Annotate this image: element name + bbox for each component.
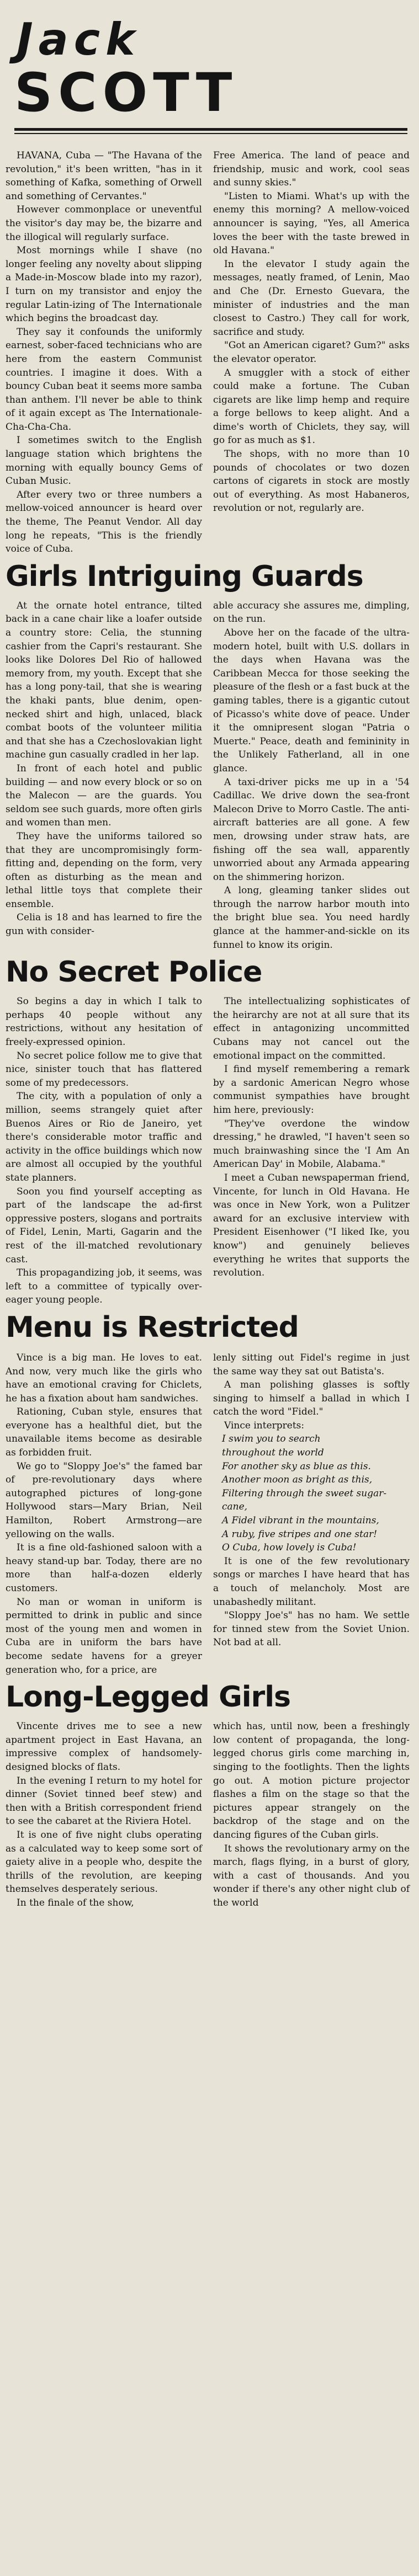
paragraph: A long, gleaming tanker slides out through the narrow harbor mouth into the bright blue sea. You need hardly glance at the hammer-and-sickle on its funnel to know its origin. bbox=[213, 885, 410, 951]
paragraph: "They've overdone the window dressing," he drawled, "I haven't seen so much brainwashing since the 'I Am An American Day' in Mobile, Alabama." bbox=[213, 1118, 410, 1170]
intro-column-left bbox=[6, 149, 202, 556]
paragraph: Vince interprets: bbox=[224, 1420, 305, 1431]
paragraph: Celia is 18 and has learned to fire the gun with consider- bbox=[6, 912, 202, 937]
ballad-line: Filtering through the sweet sugar-cane, bbox=[222, 1487, 387, 1513]
girls-column-right bbox=[213, 599, 410, 952]
menu-column-right bbox=[213, 1351, 410, 1677]
paragraph: lenly sitting out Fidel's regime in just the same way they sat out Batista's. bbox=[213, 1352, 410, 1377]
paragraph: "Sloppy Joe's" has no ham. We settle for tinned stew from the Soviet Union. Not bad at all. bbox=[213, 1610, 410, 1649]
paragraph: This propagandizing job, it seems, was left to a committee of typically over-eager young people. bbox=[6, 1267, 202, 1306]
section-menu-is-restricted bbox=[4, 1310, 413, 1677]
columnist-last-name: SCOTT bbox=[14, 62, 238, 124]
ballad-line: For another sky as blue as this. bbox=[222, 1460, 371, 1472]
section-headline: Menu is Restricted bbox=[6, 1310, 299, 1344]
paragraph: Above her on the facade of the ultra-modern hotel, built with U.S. dollars in the days when Havana was the Caribbean Mecca for those seeking the pleasure of the flesh or a fast buck at the gaming tables, there is a gigantic cutout of Picasso's white dove of peace. Under it the omnipresent slogan "Patria o Muerte." Peace, death and femininity in the Unlikely Fatherland, all in one glance. bbox=[213, 627, 410, 774]
section-headline: Girls Intriguing Guards bbox=[6, 559, 363, 593]
paragraph: A smuggler with a stock of either could make a fortune. The Cuban cigarets are like limp hemp and require a forge bellows to keep alight. And a dime's worth of Chiclets, they say, will go for as much as $1. bbox=[213, 367, 410, 446]
legged-column-left bbox=[6, 1720, 202, 1910]
ballad-line: A Fidel vibrant in the mountains, bbox=[222, 1515, 379, 1527]
paragraph: In front of each hotel and public building — and now every block or so on the Malecon — are the guards. You seldom see such guards, more often girls and women than men. bbox=[6, 762, 202, 829]
girls-column-left bbox=[6, 599, 202, 952]
paragraph: At the ornate hotel entrance, tilted back in a cane chair like a loafer outside a country store: Celia, the stunning cashier from the Capri's restaurant. She looks like Dolores Del Rio of hallowed memory from, my youth. Except that she has a long pony-tail, that she is wearing the khaki pants, blue denim, open-necked shirt and high, unlaced, black combat boots of the volunteer militia and that she has a Czechoslovakian light machine gun casually cradled in her lap. bbox=[6, 600, 202, 761]
paragraph: No secret police follow me to give that nice, sinister touch that has flattered some of my predecessors. bbox=[6, 1050, 202, 1089]
ballad-line: I swim you to search bbox=[222, 1433, 321, 1445]
columnist-first-name: Jack bbox=[17, 14, 141, 65]
section-no-secret-police bbox=[4, 955, 413, 1307]
paragraph: The intellectualizing sophisticates of the heirarchy are not at all sure that its effect in antagonizing uncommitted Cubans may not cancel out the emotional impact on the committed. bbox=[213, 996, 410, 1062]
ballad-line: A ruby, five stripes and one star! bbox=[222, 1528, 378, 1540]
paragraph: The shops, with no more than 10 pounds of chocolates or two dozen cartons of cigarets in stock are mostly out of everything. As most Habaneros, revolution or not, regularly are. bbox=[213, 449, 410, 514]
paragraph: which has, until now, been a freshingly low content of propaganda, the long-legged chorus girls come marching in, singing to the footlights. Then the lights go out. A motion picture projector flashes a film on the stage so that the pictures appear strangely on the backdrop of the stage and on the dancing figures of the Cuban girls. bbox=[213, 1721, 410, 1841]
paragraph: In the evening I return to my hotel for dinner (Soviet tinned beef stew) and then with a British correspondent friend to see the cabaret at the Riviera Hotel. bbox=[6, 1775, 202, 1827]
paragraph: Free America. The land of peace and friendship, music and work, cool seas and sunny skies." bbox=[213, 150, 410, 189]
menu-column-left bbox=[6, 1351, 202, 1677]
paragraph: able accuracy she assures me, dimpling, on the run. bbox=[213, 600, 410, 625]
paragraph: They say it confounds the uniformly earnest, sober-faced technicians who are here from the eastern Communist countries. I imagine it does. With a bouncy Cuban beat it seems more samba than anthem. I'll never be able to think of it again except as The Internationale-Cha-Cha-Cha. bbox=[6, 326, 202, 433]
masthead-rule bbox=[14, 128, 407, 131]
column-masthead bbox=[4, 0, 413, 145]
paragraph: A man polishing glasses is softly singing to himself a ballad in which I catch the word "Fidel." bbox=[213, 1379, 410, 1418]
paragraph: "Listen to Miami. What's up with the enemy this morning? A mellow-voiced announcer is saying, "Yes, all America loves the beer with the taste brewed in old Havana." bbox=[213, 190, 410, 257]
section-intro bbox=[4, 149, 413, 556]
paragraph: I meet a Cuban newspaperman friend, Vincente, for lunch in Old Havana. He was once in New York, won a Pulitzer award for an exclusive interview with President Eisenhower ("I liked Ike, you know") and genuinely believes everything he writes that supports the revolution. bbox=[213, 1172, 410, 1279]
paragraph: It is a fine old-fashioned saloon with a heavy stand-up bar. Today, there are no more than half-a-dozen elderly customers. bbox=[6, 1542, 202, 1594]
police-column-left bbox=[6, 995, 202, 1307]
section-girls-intriguing-guards bbox=[4, 559, 413, 952]
paragraph: However commonplace or uneventful the visitor's day may be, the bizarre and the illogical will regularly surface. bbox=[6, 204, 202, 243]
paragraph: "Got an American cigaret? Gum?" asks the elevator operator. bbox=[213, 340, 410, 365]
ballad-line: O Cuba, how lovely is Cuba! bbox=[222, 1542, 357, 1554]
paragraph: It is one of the few revolutionary songs or marches I have heard that has a touch of melancholy. Most are unabashedly militant. bbox=[213, 1555, 410, 1608]
paragraph: So begins a day in which I talk to perhaps 40 people without any restrictions, without any hesitation of freely-expressed opinion. bbox=[6, 996, 202, 1048]
paragraph: Vincente drives me to see a new apartment project in East Havana, an impressive complex of handsomely-designed blocks of flats. bbox=[6, 1721, 202, 1773]
paragraph: I find myself remembering a remark by a sardonic American Negro whose communist sympathies have brought him here, previously: bbox=[213, 1064, 410, 1116]
paragraph: Rationing, Cuban style, ensures that everyone has a healthful diet, but the unavailable items become as desirable as forbidden fruit. bbox=[6, 1406, 202, 1459]
paragraph: We go to "Sloppy Joe's" the famed bar of pre-revolutionary days where autographed pictures of long-gone Hollywood stars—Mary Brian, Neil Hamilton, Robert Armstrong—are yellowing on the walls. bbox=[6, 1460, 202, 1540]
newspaper-page bbox=[4, 0, 413, 2576]
paragraph: They have the uniforms tailored so that they are uncompromisingly form-fitting and, depending on the form, very often as disturbing as the mean and lethal little toys that complete their ensemble. bbox=[6, 830, 202, 910]
paragraph: After every two or three numbers a mellow-voiced announcer is heard over the theme, The Peanut Vendor. All day long he repeats, "This is the friendly voice of Cuba. bbox=[6, 489, 202, 555]
paragraph: In the finale of the show, bbox=[17, 1897, 134, 1908]
intro-column-right bbox=[213, 149, 410, 556]
paragraph: A taxi-driver picks me up in a '54 Cadillac. We drive down the sea-front Malecon Drive to Morro Castle. The anti-aircraft batteries are all gone. A few men, drowsing under straw hats, are fishing off the sea wall, apparently unworried about any Armada appearing on the shimmering horizon. bbox=[213, 776, 410, 883]
paragraph: It shows the revolutionary army on the march, flags flying, in a burst of glory, with a cast of thousands. And you wonder if there's any other night club of the world bbox=[213, 1843, 410, 1908]
paragraph: In the elevator I study again the messages, neatly framed, of Lenin, Mao and Che (Dr. Ernesto Guevara, the minister of industries and the man closest to Castro.) They call for work, sacrifice and study. bbox=[213, 258, 410, 338]
ballad-line: Another moon as bright as this, bbox=[222, 1474, 373, 1486]
paragraph: HAVANA, Cuba — "The Havana of the revolution," it's been written, "has in it something of Kafka, something of Orwell and something of Cervantes." bbox=[6, 150, 202, 202]
section-long-legged-girls bbox=[4, 1680, 413, 1910]
masthead-rule-thin bbox=[14, 133, 407, 134]
paragraph: It is one of five night clubs operating as a calculated way to keep some sort of gaiety alive in a people who, despite the thrills of the revolution, are keeping themselves desperately serious. bbox=[6, 1829, 202, 1895]
paragraph: Soon you find yourself accepting as part of the landscape the ad-first oppressive posters, slogans and portraits of Fidel, Lenin, Marti, Gagarin and the rest of the ill-matched revolutionary cast. bbox=[6, 1186, 202, 1265]
paragraph: The city, with a population of only a million, seems strangely quiet after Buenos Aires or Rio de Janeiro, yet there's considerable motor traffic and activity in the office buildings which now are almost all occupied by the youthful state planners. bbox=[6, 1091, 202, 1183]
legged-column-right bbox=[213, 1720, 410, 1910]
paragraph: Vince is a big man. He loves to eat. And now, very much like the girls who have an emotional craving for Chiclets, he has a fixation about ham sandwiches. bbox=[6, 1352, 202, 1404]
paragraph: I sometimes switch to the English language station which brightens the morning with equally bouncy Gems of Cuban Music. bbox=[6, 435, 202, 487]
police-column-right bbox=[213, 995, 410, 1307]
paragraph: No man or woman in uniform is permitted to drink in public and since most of the young men and women in Cuba are in uniform the bars have become sedate havens for a greyer generation who, for a price, are bbox=[6, 1596, 202, 1676]
section-headline: Long-Legged Girls bbox=[6, 1681, 291, 1714]
section-headline: No Secret Police bbox=[6, 956, 262, 989]
paragraph: Most mornings while I shave (no longer feeling any novelty about slipping a Made-in-Moscow blade into my razor), I turn on my transistor and enjoy the regular Latin-izing of The Internationale which begins the broadcast day. bbox=[6, 245, 202, 324]
ballad-line: throughout the world bbox=[222, 1447, 324, 1459]
